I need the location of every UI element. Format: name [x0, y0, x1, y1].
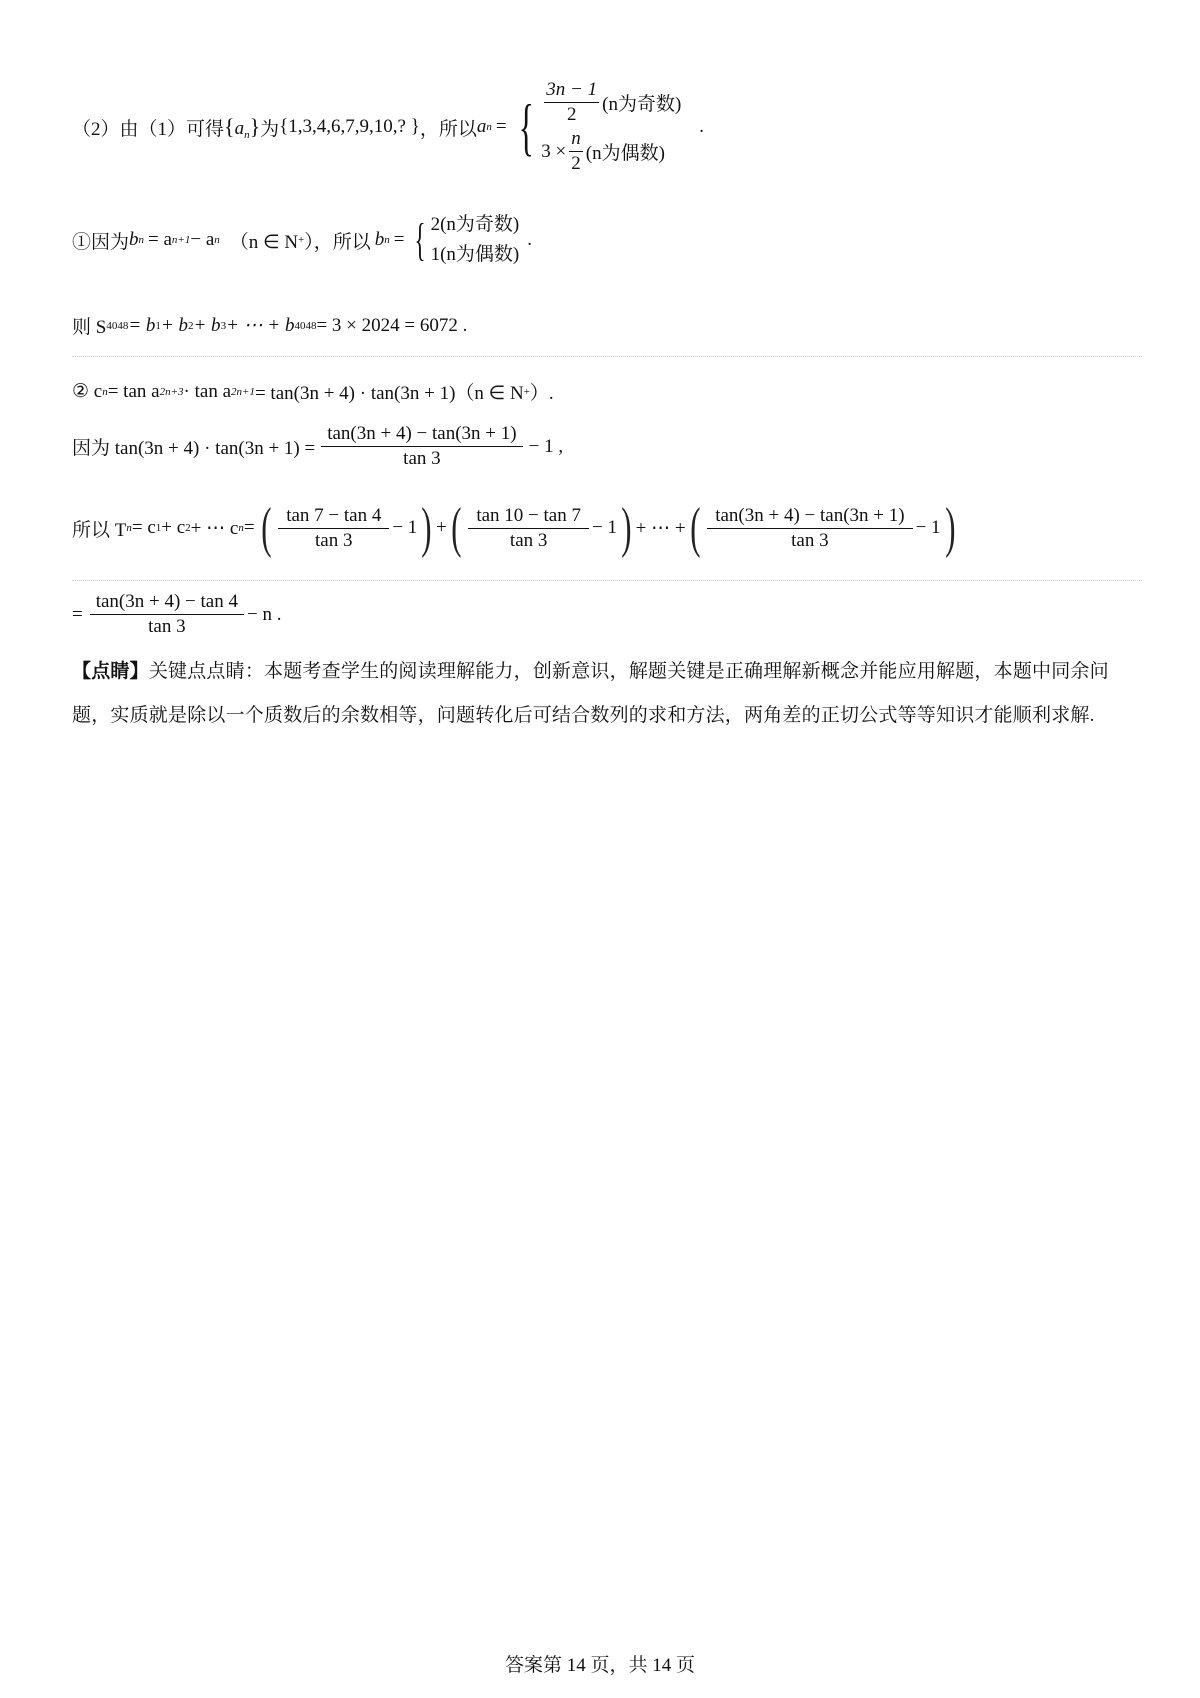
- set-an: $\{a_n\}$: [224, 113, 261, 141]
- page-footer: 答案第 14 页，共 14 页: [504, 1655, 695, 1676]
- sub-2: 2: [187, 319, 194, 332]
- formula-line-tn: [72, 497, 959, 559]
- case2-denominator: 2: [571, 153, 581, 174]
- case2-lead: 3 ×: [541, 140, 567, 162]
- tan-a-term: = tan a: [107, 380, 160, 402]
- identity-denominator: tan 3: [403, 448, 441, 469]
- fraction-2-denominator: tan 3: [509, 529, 548, 551]
- left-brace: {: [414, 214, 426, 265]
- sub-n: n: [126, 522, 132, 534]
- left-paren: (: [260, 497, 272, 559]
- fraction-1-numerator: tan 7 − tan 4: [278, 504, 389, 529]
- piecewise-an: [541, 78, 681, 176]
- fraction-2: [468, 504, 589, 553]
- c-term: = c: [131, 517, 156, 538]
- equals: =: [243, 517, 255, 538]
- minus-an: − a: [190, 229, 215, 250]
- formula-line-an: （2）由（1）可得 $\{a_n\}$ 为 {1,3,4,6,7,9,10,? } ，所以 a n = { $\frac{3n - 1}{2}$ (n为奇数) 3 × $\frac{n}{2}$ (n为偶数) .: [72, 79, 705, 174]
- identity-tail: − 1 ,: [528, 435, 564, 457]
- result-numerator: tan(3n + 4) − tan 4: [90, 590, 244, 615]
- sequence-set: {1,3,4,6,7,9,10,? }: [279, 116, 420, 137]
- formula-line-s4048: [72, 312, 467, 339]
- result-tail: − n .: [246, 603, 282, 625]
- sub-1: 1: [155, 522, 162, 534]
- bn-symbol-2: b: [374, 229, 385, 250]
- comment-label: 【点睛】: [72, 661, 149, 682]
- identity-numerator: tan(3n + 4) − tan(3n + 1): [321, 422, 522, 447]
- ellipsis-plus: + ⋯ +: [635, 517, 686, 539]
- sub-3: 3: [220, 319, 227, 332]
- fraction-2-numerator: tan 10 − tan 7: [468, 504, 589, 529]
- text-suoyi: ），所以: [304, 231, 371, 253]
- right-paren: ): [421, 497, 432, 559]
- result-fraction: [90, 590, 244, 639]
- bn-case2: 1(n为偶数): [430, 244, 520, 265]
- sub-2n3: 2n+3: [159, 385, 184, 398]
- c-term-n: + ⋯ c: [190, 517, 239, 539]
- sub-n-plus-1: n+1: [171, 234, 191, 246]
- minus-one-2: − 1: [591, 517, 617, 538]
- formula-line-result: [72, 590, 281, 639]
- fraction-1: [278, 504, 389, 553]
- period: .: [527, 229, 532, 250]
- text-prefix: ①因为: [72, 231, 130, 253]
- sub-2n1: 2n+1: [231, 385, 255, 398]
- case1-denominator: 2: [566, 104, 577, 125]
- text-wei: 为: [260, 118, 280, 140]
- piecewise-bn: [431, 210, 520, 270]
- close-period: ）.: [529, 383, 554, 404]
- minus-one-1: − 1: [392, 517, 418, 538]
- left-paren-3: (: [689, 497, 701, 559]
- bn-definition: = a: [148, 229, 172, 250]
- fraction-3-numerator: tan(3n + 4) − tan(3n + 1): [707, 504, 912, 529]
- identity-fraction: [321, 422, 522, 471]
- b-term-3: + b: [193, 314, 221, 336]
- condition: （n ∈ N: [229, 231, 299, 253]
- b-term: = b: [128, 314, 156, 336]
- sub-4048: 4048: [106, 319, 129, 332]
- left-paren-2: (: [450, 497, 462, 559]
- result-denominator: tan 3: [148, 616, 186, 637]
- case2-condition: (n为偶数): [585, 143, 665, 164]
- equals: =: [72, 603, 83, 625]
- tn-symbol: 所以 T: [72, 519, 127, 541]
- comment-text: 关键点点睛：本题考查学生的阅读理解能力，创新意识，解题关键是正确理解新概念并能应用解题，本题中同余问题，实质就是除以一个质数后的余数相等，问题转化后可结合数列的求和方法，两角差的正切公式等等知识才能顺利求解.: [72, 661, 1109, 726]
- sub-n-2: n: [238, 522, 244, 534]
- fraction-1-denominator: tan 3: [315, 529, 353, 551]
- right-paren-3: ): [944, 497, 956, 559]
- plus: +: [435, 517, 447, 538]
- bn-symbol: b: [129, 229, 139, 250]
- sub-n: n: [102, 385, 108, 398]
- an-symbol: a: [476, 116, 487, 137]
- b-term-last: + ⋯ + b: [226, 315, 295, 336]
- right-paren-2: ): [621, 497, 632, 559]
- cn-symbol: ② c: [72, 381, 103, 402]
- text-prefix: （2）由（1）可得: [72, 118, 225, 140]
- sum-result: = 3 × 2024 = 6072 .: [316, 314, 468, 336]
- sub-plus: +: [523, 385, 530, 398]
- formula-line-identity: [72, 422, 563, 471]
- case1-numerator: 3n − 1: [544, 78, 599, 103]
- sub-4048-b: 4048: [294, 319, 317, 332]
- case2-numerator: n: [569, 127, 583, 152]
- c-term-2: + c: [161, 517, 186, 538]
- formula-line-bn: ①因为 b n = a n+1 − a n （n ∈ N + ），所以 b n = { 2(n为奇数) 1(n为偶数) .: [72, 210, 532, 270]
- comment-paragraph: [72, 650, 1142, 738]
- minus-one-3: − 1: [915, 517, 941, 538]
- fraction-3-denominator: tan 3: [791, 529, 829, 551]
- formula-line-cn: [72, 378, 554, 405]
- fraction-3: [707, 504, 912, 553]
- equals: =: [495, 116, 507, 137]
- sub-1: 1: [155, 319, 161, 332]
- equals: =: [393, 229, 405, 250]
- period: .: [699, 116, 705, 137]
- case1-condition: (n为奇数): [602, 94, 682, 115]
- divider: [72, 356, 1142, 357]
- bn-case1: 2(n为奇数): [430, 214, 520, 235]
- text-suoyi: ，所以: [419, 118, 477, 140]
- sub-2: 2: [185, 522, 191, 534]
- s-symbol: 则 S: [72, 317, 107, 338]
- tan-product: = tan(3n + 4) · tan(3n + 1)（n ∈ N: [254, 383, 524, 404]
- b-term-2: + b: [160, 314, 188, 336]
- left-brace: {: [518, 91, 534, 162]
- sub-n: n: [214, 234, 220, 246]
- sub-plus: +: [298, 234, 305, 246]
- identity-lhs: 因为 tan(3n + 4) · tan(3n + 1) =: [72, 438, 316, 459]
- tan-a-term-2: · tan a: [183, 380, 232, 402]
- divider-2: [72, 580, 1142, 581]
